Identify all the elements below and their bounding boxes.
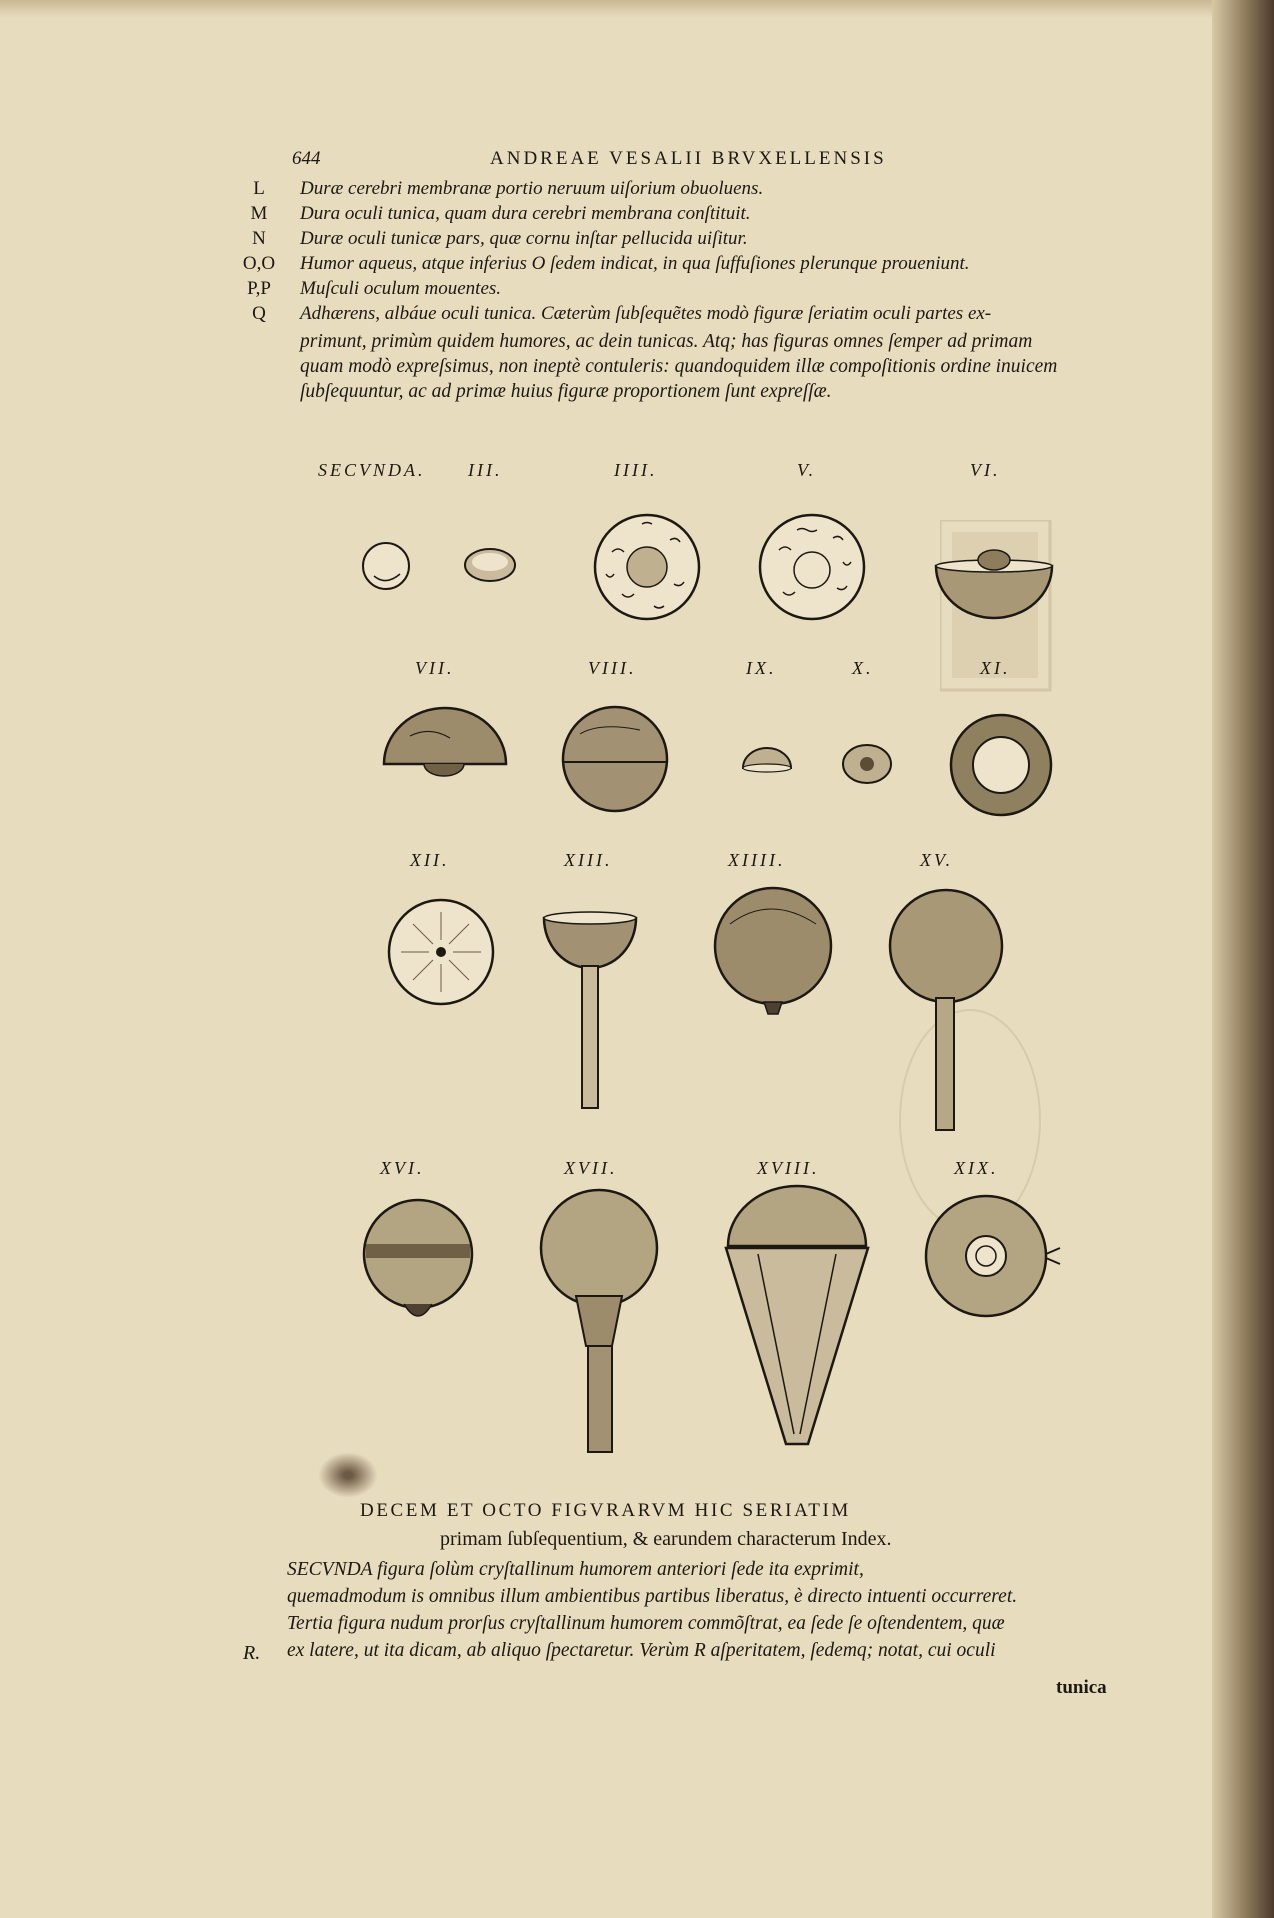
figure-v-vitreous-humor: [757, 512, 867, 622]
figure-x-lens: [840, 742, 894, 786]
book-spine: [1212, 0, 1274, 1918]
legend-label: Q: [252, 303, 266, 324]
text-line: quam modò expreſsimus, non ineptè contuleris: quandoquidem illæ compoſitionis ordine inuicem: [300, 356, 1058, 377]
figure-xviii-eye-cone: [718, 1184, 876, 1464]
figure-label-secunda: SECVNDA.: [318, 460, 426, 480]
figure-label-xi: XI.: [980, 658, 1011, 678]
legend-text: Duræ oculi tunicæ pars, quæ cornu inſtar pellucida uiſitur.: [300, 228, 748, 249]
page-edge: [0, 0, 1274, 18]
margin-letter: R.: [243, 1642, 261, 1664]
figure-label-vi: VI.: [970, 460, 1001, 480]
text-line: ex latere, ut ita dicam, ab aliquo ſpectaretur. Verùm R aſperitatem, ſedemq; notat, cui oculi: [287, 1640, 996, 1661]
figure-ix-lens-half: [740, 744, 794, 778]
figure-label-xix: XIX.: [954, 1158, 999, 1178]
figure-label-xiii: XIII.: [564, 850, 613, 870]
figure-label-viii: VIII.: [588, 658, 637, 678]
legend-row: [230, 178, 1150, 203]
figure-xii-iris-disc: [385, 896, 497, 1008]
legend-text: Duræ cerebri membranæ portio neruum uiſorium obuoluens.: [300, 178, 764, 199]
figure-xiiii-eyeball: [710, 884, 836, 1018]
text-line: SECVNDA figura ſolùm cryſtallinum humorem anteriori ſede ita exprimit,: [287, 1559, 864, 1580]
figure-xvii-eyeball-with-muscles: [536, 1186, 662, 1458]
legend-row: [230, 253, 1150, 278]
figure-xix-eyeball-front: [914, 1192, 1062, 1322]
index-body: [287, 1556, 1147, 1664]
legend-continuation: [300, 329, 1132, 404]
page-number: 644: [292, 148, 321, 169]
figure-vii-dome: [380, 706, 510, 778]
figure-label-xv: XV.: [920, 850, 954, 870]
legend-row: [230, 278, 1150, 303]
legend-label: L: [253, 178, 265, 199]
figure-label-ix: IX.: [746, 658, 777, 678]
figure-iii-lens-side-view: [462, 545, 518, 585]
figure-label-iii: III.: [468, 460, 503, 480]
figure-xiii-cup-with-nerve: [540, 908, 640, 1112]
figure-label-x: X.: [852, 658, 874, 678]
legend-text: Muſculi oculum mouentes.: [300, 278, 502, 299]
figure-xi-ring: [946, 710, 1056, 820]
figure-xv-eyeball-with-nerve: [886, 884, 1006, 1136]
legend-label: O,O: [242, 253, 276, 274]
legend-label: N: [252, 228, 266, 249]
figure-label-xviii: XVIII.: [757, 1158, 820, 1178]
index-subtitle: primam ſubſequentium, & earundem characterum Index.: [440, 1528, 892, 1550]
legend-label: M: [250, 203, 268, 224]
text-line: Tertia figura nudum prorſus cryſtallinum humorem commõſtrat, ea ſede ſe oſtendentem, quæ: [287, 1613, 1005, 1634]
text-line: primunt, primùm quidem humores, ac dein tunicas. Atq; has figuras omnes ſemper ad primam: [300, 331, 1033, 352]
figure-label-vii: VII.: [415, 658, 455, 678]
running-title: ANDREAE VESALII BRVXELLENSIS: [490, 148, 887, 169]
running-head: [292, 148, 972, 172]
legend-label: P,P: [247, 278, 271, 299]
text-line: ſubſequuntur, ac ad primæ huius figuræ proportionem ſunt expreſſæ.: [300, 381, 832, 402]
index-title: DECEM ET OCTO FIGVRARVM HIC SERIATIM: [360, 1500, 851, 1521]
figure-label-xvii: XVII.: [564, 1158, 618, 1178]
figure-legend: [230, 178, 1150, 328]
figure-secunda-crystalline-lens: [360, 540, 412, 592]
figure-label-iiii: IIII.: [614, 460, 658, 480]
legend-row: [230, 303, 1150, 328]
text-line: quemadmodum is omnibus illum ambientibus partibus liberatus, è directo intuenti occurreret.: [287, 1586, 1018, 1607]
legend-text: Dura oculi tunica, quam dura cerebri membrana conſtituit.: [300, 203, 751, 224]
figure-iiii-vitreous-humor: [592, 512, 702, 622]
catchword: tunica: [1056, 1677, 1107, 1698]
legend-text: Humor aqueus, atque inferius O ſedem indicat, in qua ſuffuſiones plerunque proueniunt.: [300, 253, 970, 274]
figure-label-xvi: XVI.: [380, 1158, 425, 1178]
figure-label-xii: XII.: [410, 850, 450, 870]
figure-viii-sphere: [560, 704, 670, 814]
legend-text: Adhærens, albáue oculi tunica. Cæterùm ſubſequẽtes modò figuræ ſeriatim oculi partes ex-: [300, 303, 992, 324]
figure-label-xiiii: XIIII.: [728, 850, 786, 870]
legend-row: [230, 203, 1150, 228]
legend-row: [230, 228, 1150, 253]
ink-stain: [318, 1452, 378, 1498]
figure-vi-hemisphere: [932, 548, 1056, 620]
figure-label-v: V.: [797, 460, 817, 480]
figure-xvi-eyeball-banded: [360, 1188, 476, 1328]
